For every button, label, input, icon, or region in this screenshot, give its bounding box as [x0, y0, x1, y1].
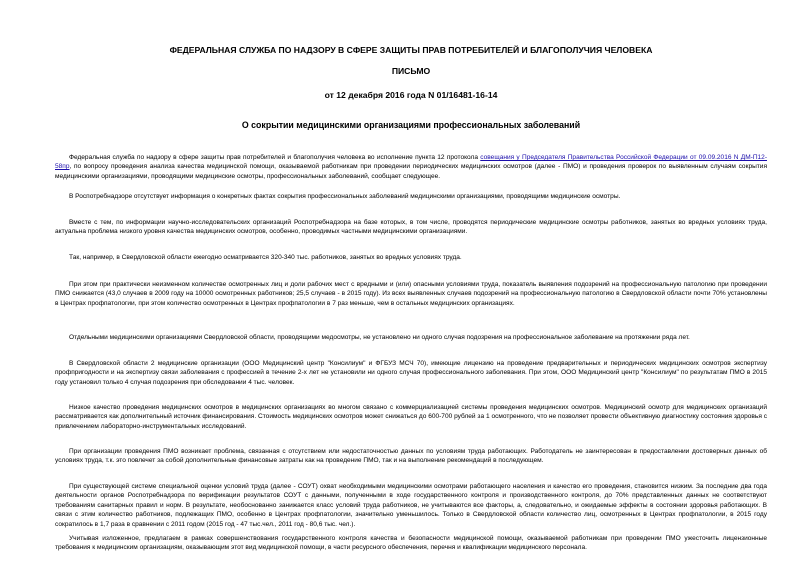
paragraph-11: Учитывая изложенное, предлагаем в рамках совершенствования государственного контроля качества и безопасности медицинской помощи, оказываемой работникам при проведении ПМО ужесточить лицензионные требования к медицинским организациям, оказывающим этот вид медицинской помощи, в части ресурсного обеспечения, перечня и квалификации медицинского персонала.	[55, 535, 767, 552]
paragraph-4: Так, например, в Свердловской области ежегодно осматривается 320-340 тыс. работников, занятых во вредных условиях труда.	[69, 254, 462, 261]
paragraph-3: Вместе с тем, по информации научно-исследовательских организаций Роспотребнадзора на базе которых, в том числе, проводятся периодические медицинские осмотры работников, занятых во вредных условиях труда, актуальна проблема низкого уровня качества медицинских осмотров, особенно, проводимых частными медицинскими организациями.	[55, 219, 767, 236]
protocol-link[interactable]: совещания у Председателя Правительства Российской Федерации от 09.09.2016 N ДМ-П12-58пр	[55, 154, 767, 171]
document-date-number: от 12 декабря 2016 года N 01/16481-16-14	[324, 90, 498, 100]
paragraph-5: При этом при практически неизменном количестве осмотренных лиц и доли рабочих мест с вредными и (или) опасными условиями труда, показатель выявления подозрений на профессиональную патологию при проведении ПМО снижается (43,0 случаев в 2009 году на 10000 осмотренных работников; 25,5 случаев - в 2015 году). Из всех выявленных случаев подозрений на профессиональную патологию в Свердловской области почти 70% установлены в Центрах профпатологии, при этом количество осмотренных в Центрах профпатологии в 7 раз меньше, чем в остальных медицинских организациях.	[55, 281, 767, 307]
paragraph-1-text-b: , по вопросу проведения анализа качества медицинской помощи, оказываемой работникам при проведении периодических медицинских осмотров (далее - ПМО) и проведения проверок по выявленным случаям сокрытия медицинскими организациями, проводящими медицинские осмотры, профессиональных заболеваний, сообщает следующее.	[55, 163, 767, 180]
document-type: ПИСЬМО	[391, 66, 431, 76]
paragraph-9: При организации проведения ПМО возникает проблема, связанная с отсутствием или недостаточностью данных по условиям труда работающих. Работодатель не заинтересован в предоставлении достоверных данных об условиях труда, т.к. это повлечет за собой дополнительные финансовые затраты как на проведение ПМО, так и на выполнение рекомендаций в последующем.	[55, 448, 767, 465]
paragraph-1-text-a: Федеральная служба по надзору в сфере защиты прав потребителей и благополучия человека во исполнение пункта 12 протокола	[69, 154, 481, 161]
paragraph-1	[55, 153, 767, 181]
paragraph-7: В Свердловской области 2 медицинские организации (ООО Медицинский центр "Консилиум" и ФГБУЗ МСЧ 70), имеющие лицензию на проведение предварительных и периодических медицинских осмотров экспертизу профпригодности и на экспертизу связи заболевания с профессией в течение 2-х лет не установили ни одного случая профессионального заболевания. При этом, ООО Медицинский центр "Консилиум" по результатам ПМО в 2015 году установил только 4 случая подозрения при обследовании 4 тыс. человек.	[55, 360, 767, 386]
paragraph-8: Низкое качество проведения медицинских осмотров в медицинских организациях во многом связано с коммерциализацией системы проведения медицинских осмотров. Медицинский осмотр для медицинских организаций рассматривается как дополнительный источник финансирования. Стоимость медицинских осмотров может снижаться до 600-700 рублей за 1 осмотренного, что не позволяет провести объективную диагностику состояния здоровья с привлечением лабораторно-инструментальных исследований.	[55, 404, 767, 430]
paragraph-6: Отдельными медицинскими организациями Свердловской области, проводящими медосмотры, не установлено ни одного случая подозрения на профессиональное заболевание на протяжении ряда лет.	[69, 334, 690, 341]
paragraph-2: В Роспотребнадзоре отсутствует информация о конкретных фактах сокрытия профессиональных заболеваний медицинскими организациями, проводящими медицинские осмотры.	[69, 193, 621, 200]
document-subject: О сокрытии медицинскими организациями профессиональных заболеваний	[241, 120, 581, 130]
paragraph-10: При существующей системе специальной оценки условий труда (далее - СОУТ) охват необходимыми медицинскими осмотрами работающего населения и качество его проведения, становится низким. За последние два года деятельности органов Роспотребнадзора по верификации результатов СОУТ с данными, полученными в ходе государственного контроля и производственного контроля, до 70% представленных данных не соответствуют требованиям санитарных правил и норм. В результате, необоснованно занижается класс условий труда работников, не учитываются все факторы, а, следовательно, и ожидаемые эффекты в состоянии здоровья работающих. В связи с этим количество работников, подлежащих ПМО, особенно в Центрах профпатологии, значительно уменьшилось. Только в Свердловской области количество лиц, осмотренных в Центрах профпатологии, в 2015 году сократилось в 1,7 раза в сравнении с 2011 годом (2015 год - 47 тыс.чел., 2011 год - 80,6 тыс. чел.).	[55, 483, 767, 528]
agency-title: ФЕДЕРАЛЬНАЯ СЛУЖБА ПО НАДЗОРУ В СФЕРЕ ЗАЩИТЫ ПРАВ ПОТРЕБИТЕЛЕЙ И БЛАГОПОЛУЧИЯ ЧЕЛОВЕКА	[169, 45, 653, 55]
